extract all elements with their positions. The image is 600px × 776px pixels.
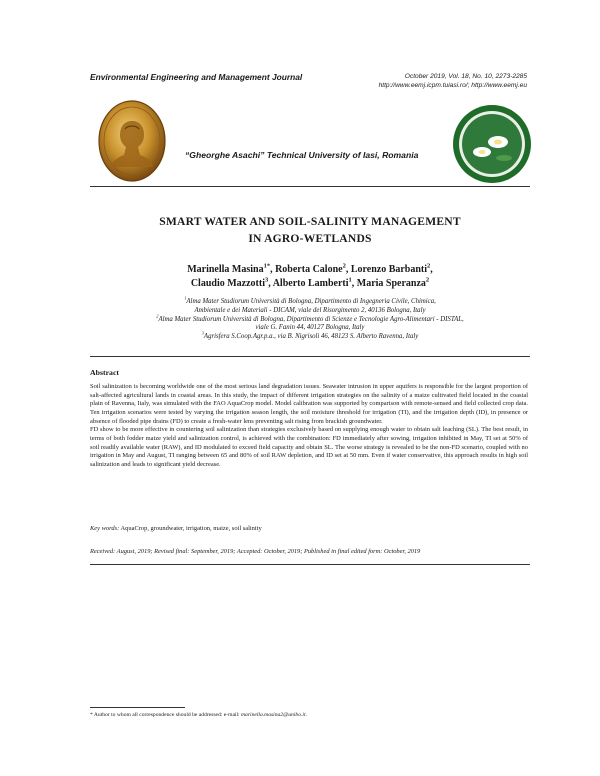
abstract-bottom-rule	[90, 564, 530, 565]
affiliation-2	[90, 313, 530, 325]
affil-text: Alma Mater Studiorum Università di Bologna, Dipartimento di Ingegneria Civile, Chimica,	[186, 298, 436, 305]
author-affil-mark: 2	[342, 262, 346, 270]
authors-line-1	[90, 263, 530, 277]
journal-name: Environmental Engineering and Management Journal	[90, 72, 303, 82]
affil-mark: 1	[184, 295, 187, 301]
author-name: Claudio Mazzotti	[190, 278, 265, 289]
author-name: Lorenzo Barbanti	[350, 264, 428, 275]
affiliation-1-cont: Ambientale e dei Materiali - DICAM, viale del Risorgimento 2, 40136 Bologna, Italy	[194, 306, 426, 314]
footnote-rule	[90, 707, 185, 708]
issue-volume: October 2019, Vol. 18, No. 10, 2273-2285	[404, 73, 527, 80]
keywords-label: Key words:	[90, 525, 120, 532]
title-line-1: SMART WATER AND SOIL-SALINITY MANAGEMENT	[159, 215, 461, 228]
affil-text: Alma Mater Studiorum Università di Bologna, Dipartimento di Scienze e Tecnologie Agro-Alimentari - DISTAL,	[158, 315, 464, 323]
author-separator: ,	[430, 264, 433, 275]
author-name: Marinella Masina	[187, 264, 264, 275]
author-affil-mark: 2	[425, 276, 430, 284]
affil-mark: 2	[156, 313, 159, 319]
author-affil-mark: 3	[264, 276, 269, 284]
bronze-portrait-medallion-icon	[97, 99, 167, 183]
author-affil-mark: 2	[427, 262, 431, 270]
footnote-text: * Author to whom all correspondence should be addressed: e-mail:	[90, 712, 241, 718]
issue-info	[379, 72, 527, 90]
author-separator: ,	[351, 278, 357, 289]
author-name: Alberto Lamberti	[272, 278, 349, 289]
author-name: Maria Speranza	[356, 278, 426, 289]
correspondence-footnote	[90, 712, 307, 718]
authors-line-2	[90, 277, 530, 291]
affiliation-3	[90, 330, 530, 342]
abstract-heading: Abstract	[90, 368, 120, 377]
keywords	[90, 525, 530, 532]
affiliation-1	[90, 295, 530, 307]
author-affil-mark: 1	[348, 276, 352, 284]
received-dates: Received: August, 2019; Revised final: September, 2019; Accepted: October, 2019; Published in final edited form: October, 2019	[90, 548, 421, 555]
author-separator: ,	[270, 264, 276, 275]
university-name: “Gheorghe Asachi” Technical University of Iasi, Romania	[185, 150, 419, 160]
affiliations	[90, 295, 530, 342]
title-line-2: IN AGRO-WETLANDS	[248, 232, 372, 245]
keywords-text: AquaCrop, groundwater, irrigation, maize, soil salinity	[119, 525, 262, 532]
author-email-link[interactable]: marinella.masina2@unibo.it	[241, 712, 306, 718]
affiliation-2-cont: viale G. Fanin 44, 40127 Bologna, Italy	[255, 324, 365, 332]
green-lotus-seal-icon	[452, 104, 532, 184]
footnote-end: .	[305, 712, 307, 718]
author-affil-mark: 1*	[263, 262, 271, 270]
abstract-top-rule	[90, 356, 530, 357]
author-list	[90, 263, 530, 291]
author-name: Roberta Calone	[275, 264, 343, 275]
abstract-body	[90, 383, 528, 470]
author-separator: ,	[345, 264, 351, 275]
journal-urls[interactable]: http://www.eemj.icpm.tuiasi.ro/; http://www.eemj.eu	[378, 82, 527, 89]
article-title	[90, 213, 530, 247]
header-divider	[90, 186, 530, 187]
abstract-paragraph-1: Soil salinization is becoming worldwide one of the most serious land degradation issues. Seawater intrusion in upper aquifers is responsible for the largest proportion of salt-affected agricultural lands in coastal areas. In this study, the impact of different irrigation strategies on the salinity of a maize cultivated field located in the coastal plain of Ravenna, Italy, was simulated with the FAO AquaCrop model. Model calibration was supported by comparison with remote-sensed and field collected crop data. Ten irrigation scenarios were tested by varying the irrigation season length, the soil moisture threshold for irrigation (TI), and the irrigation depth (ID), in presence or absence of flooded pipe drains (FD) to create a fresh-water lens preventing salt rising from brackish groundwater.	[90, 383, 528, 425]
affil-text: Agrisfera S.Coop.Agr.p.a., via B. Nigrisoli 46, 48123 S. Alberto Ravenna, Italy	[203, 333, 419, 341]
affil-mark: 3	[201, 330, 204, 336]
author-separator: ,	[268, 278, 273, 289]
abstract-paragraph-2: FD show to be more effective in countering soil salinization than strategies exclusively based on supplying enough water to obtain salt leaching (SL). The best result, in terms of both fodder maize yield and salinization control, is achieved with the combination: FD immediately after sowing, irrigation inhibited in May, TI set at 50% of soil readily available water (RAW), and ID modulated to exceed field capacity and obtain SL. The worse strategy is revealed to be the non-FD scenario, coupled with no irrigation in May and August, TI ranging between 65 and 80% of soil RAW depletion, and ID set at 50 mm. Even if water conservative, this approach results in high soil salinization and leads to significant yield decrease.	[90, 426, 528, 468]
